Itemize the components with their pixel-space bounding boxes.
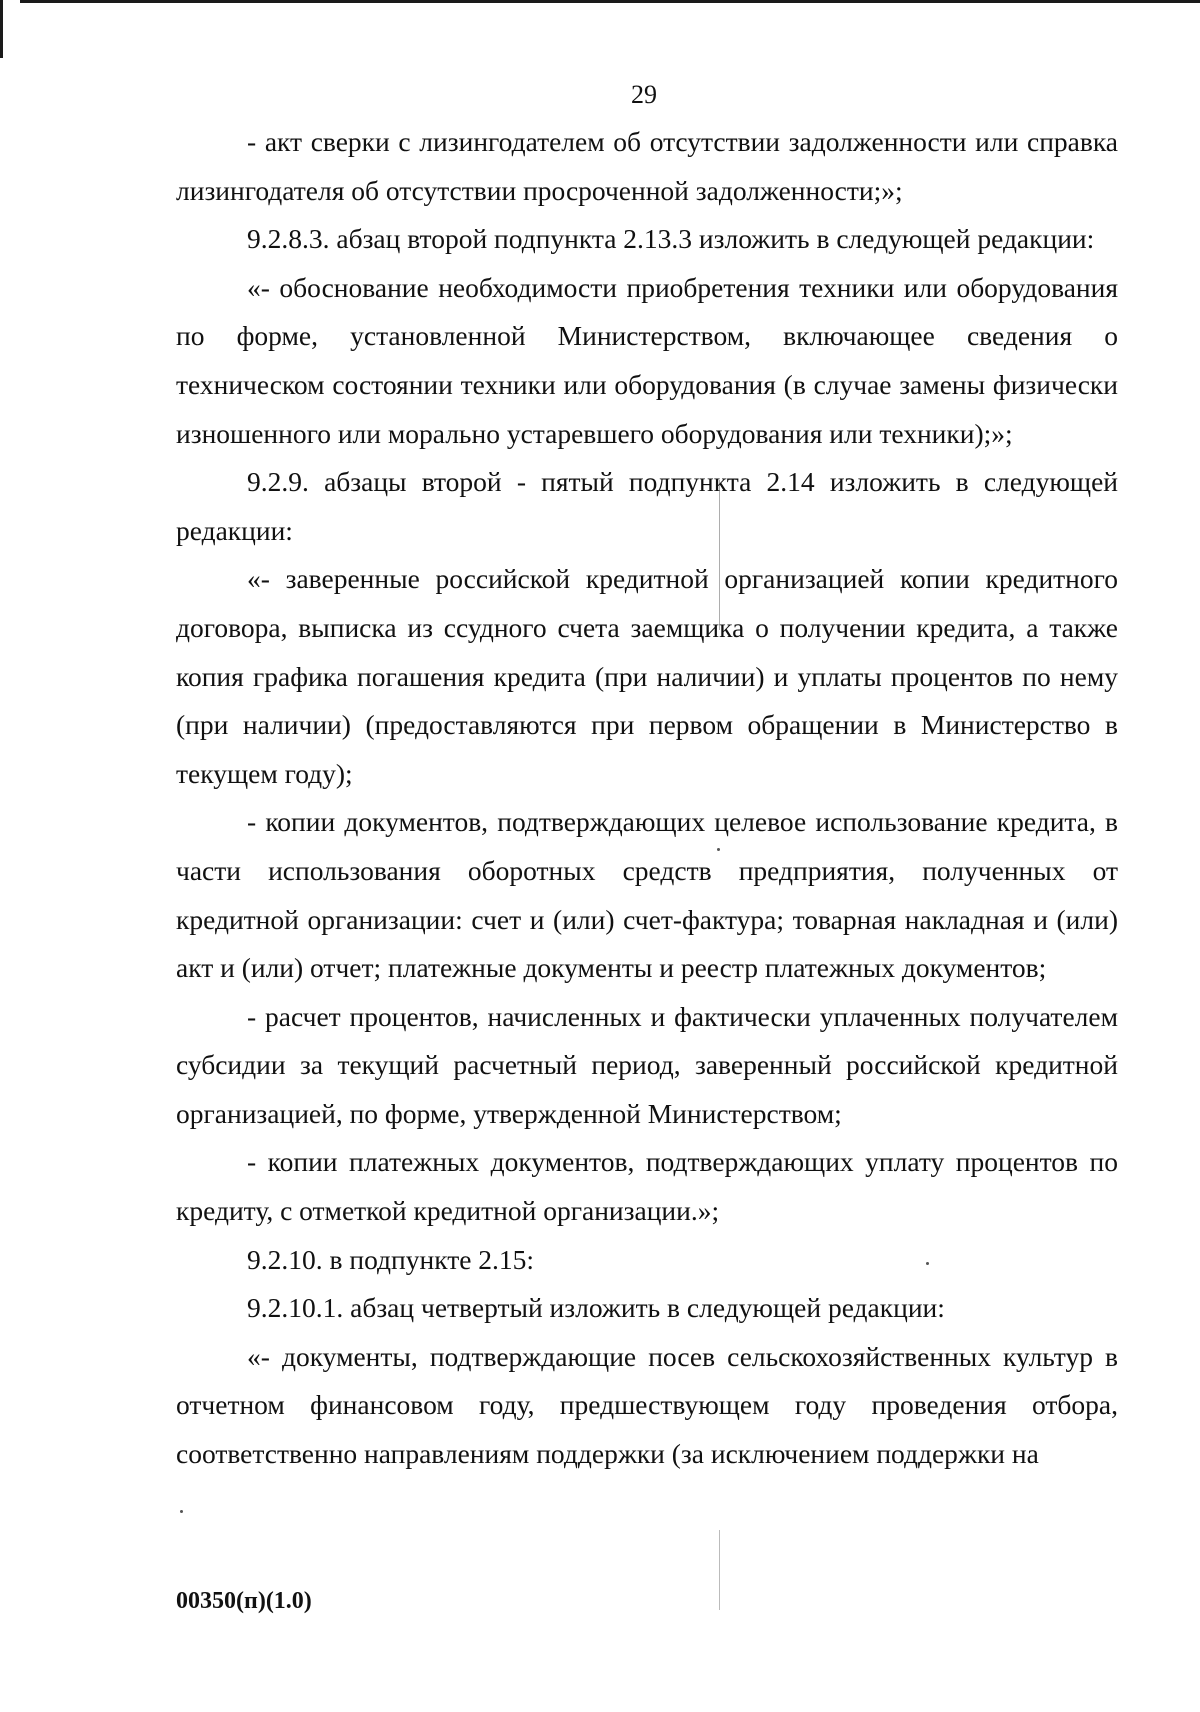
paragraph: 9.2.8.3. абзац второй подпункта 2.13.3 изложить в следующей редакции: [247, 223, 1095, 255]
scan-edge-top [20, 0, 1200, 3]
paragraph: «- документы, подтверждающие посев сельскохозяйственных культур в отчетном финансовом году, предшествующем году проведения отбора, соответственно направлениям поддержки (за исключением поддержки на [176, 1340, 1118, 1470]
paragraph: - расчет процентов, начисленных и фактически уплаченных получателем субсидии за текущий расчетный период, заверенный российской кредитной организацией, по форме, утвержденной Министерством; [176, 1000, 1118, 1129]
scan-edge-left [0, 0, 3, 58]
paragraph: «- обоснование необходимости приобретения техники или оборудования по форме, установленной Министерством, включающее сведения о техническом состоянии техники или оборудования (в случае замены физически изношенного или морально устаревшего оборудования или техники);»; [176, 271, 1118, 449]
paragraph: 9.2.9. абзацы второй - пятый подпункта 2.14 изложить в следующей редакции: [176, 466, 1118, 546]
paragraph: - акт сверки с лизингодателем об отсутствии задолженности или справка лизингодателя об отсутствии просроченной задолженности;»; [176, 126, 1118, 206]
scan-speck [180, 1510, 183, 1513]
document-code: 00350(п)(1.0) [176, 1588, 312, 1614]
paragraph: «- заверенные российской кредитной организацией копии кредитного договора, выписка из ссудного счета заемщика о получении кредита, а также копия графика погашения кредита (при наличии) и уплаты процентов по нему (при наличии) (предоставляются при первом обращении в Министерство в текущем году); [176, 563, 1118, 789]
paragraph: - копии документов, подтверждающих целевое использование кредита, в части использования оборотных средств предприятия, полученных от кредитной организации: счет и (или) счет-фактура; товарная накладная и (или) акт и (или) отчет; платежные документы и реестр платежных документов; [176, 806, 1118, 984]
paragraph: 9.2.10.1. абзац четвертый изложить в следующей редакции: [247, 1292, 945, 1324]
paragraph: - копии платежных документов, подтверждающих уплату процентов по кредиту, с отметкой кредитной организации.»; [176, 1146, 1118, 1227]
paragraph: 9.2.10. в подпункте 2.15: [247, 1243, 535, 1275]
scan-fold-line-lower [719, 1530, 720, 1610]
document-body [176, 118, 1118, 1479]
page-number: 29 [631, 80, 657, 109]
